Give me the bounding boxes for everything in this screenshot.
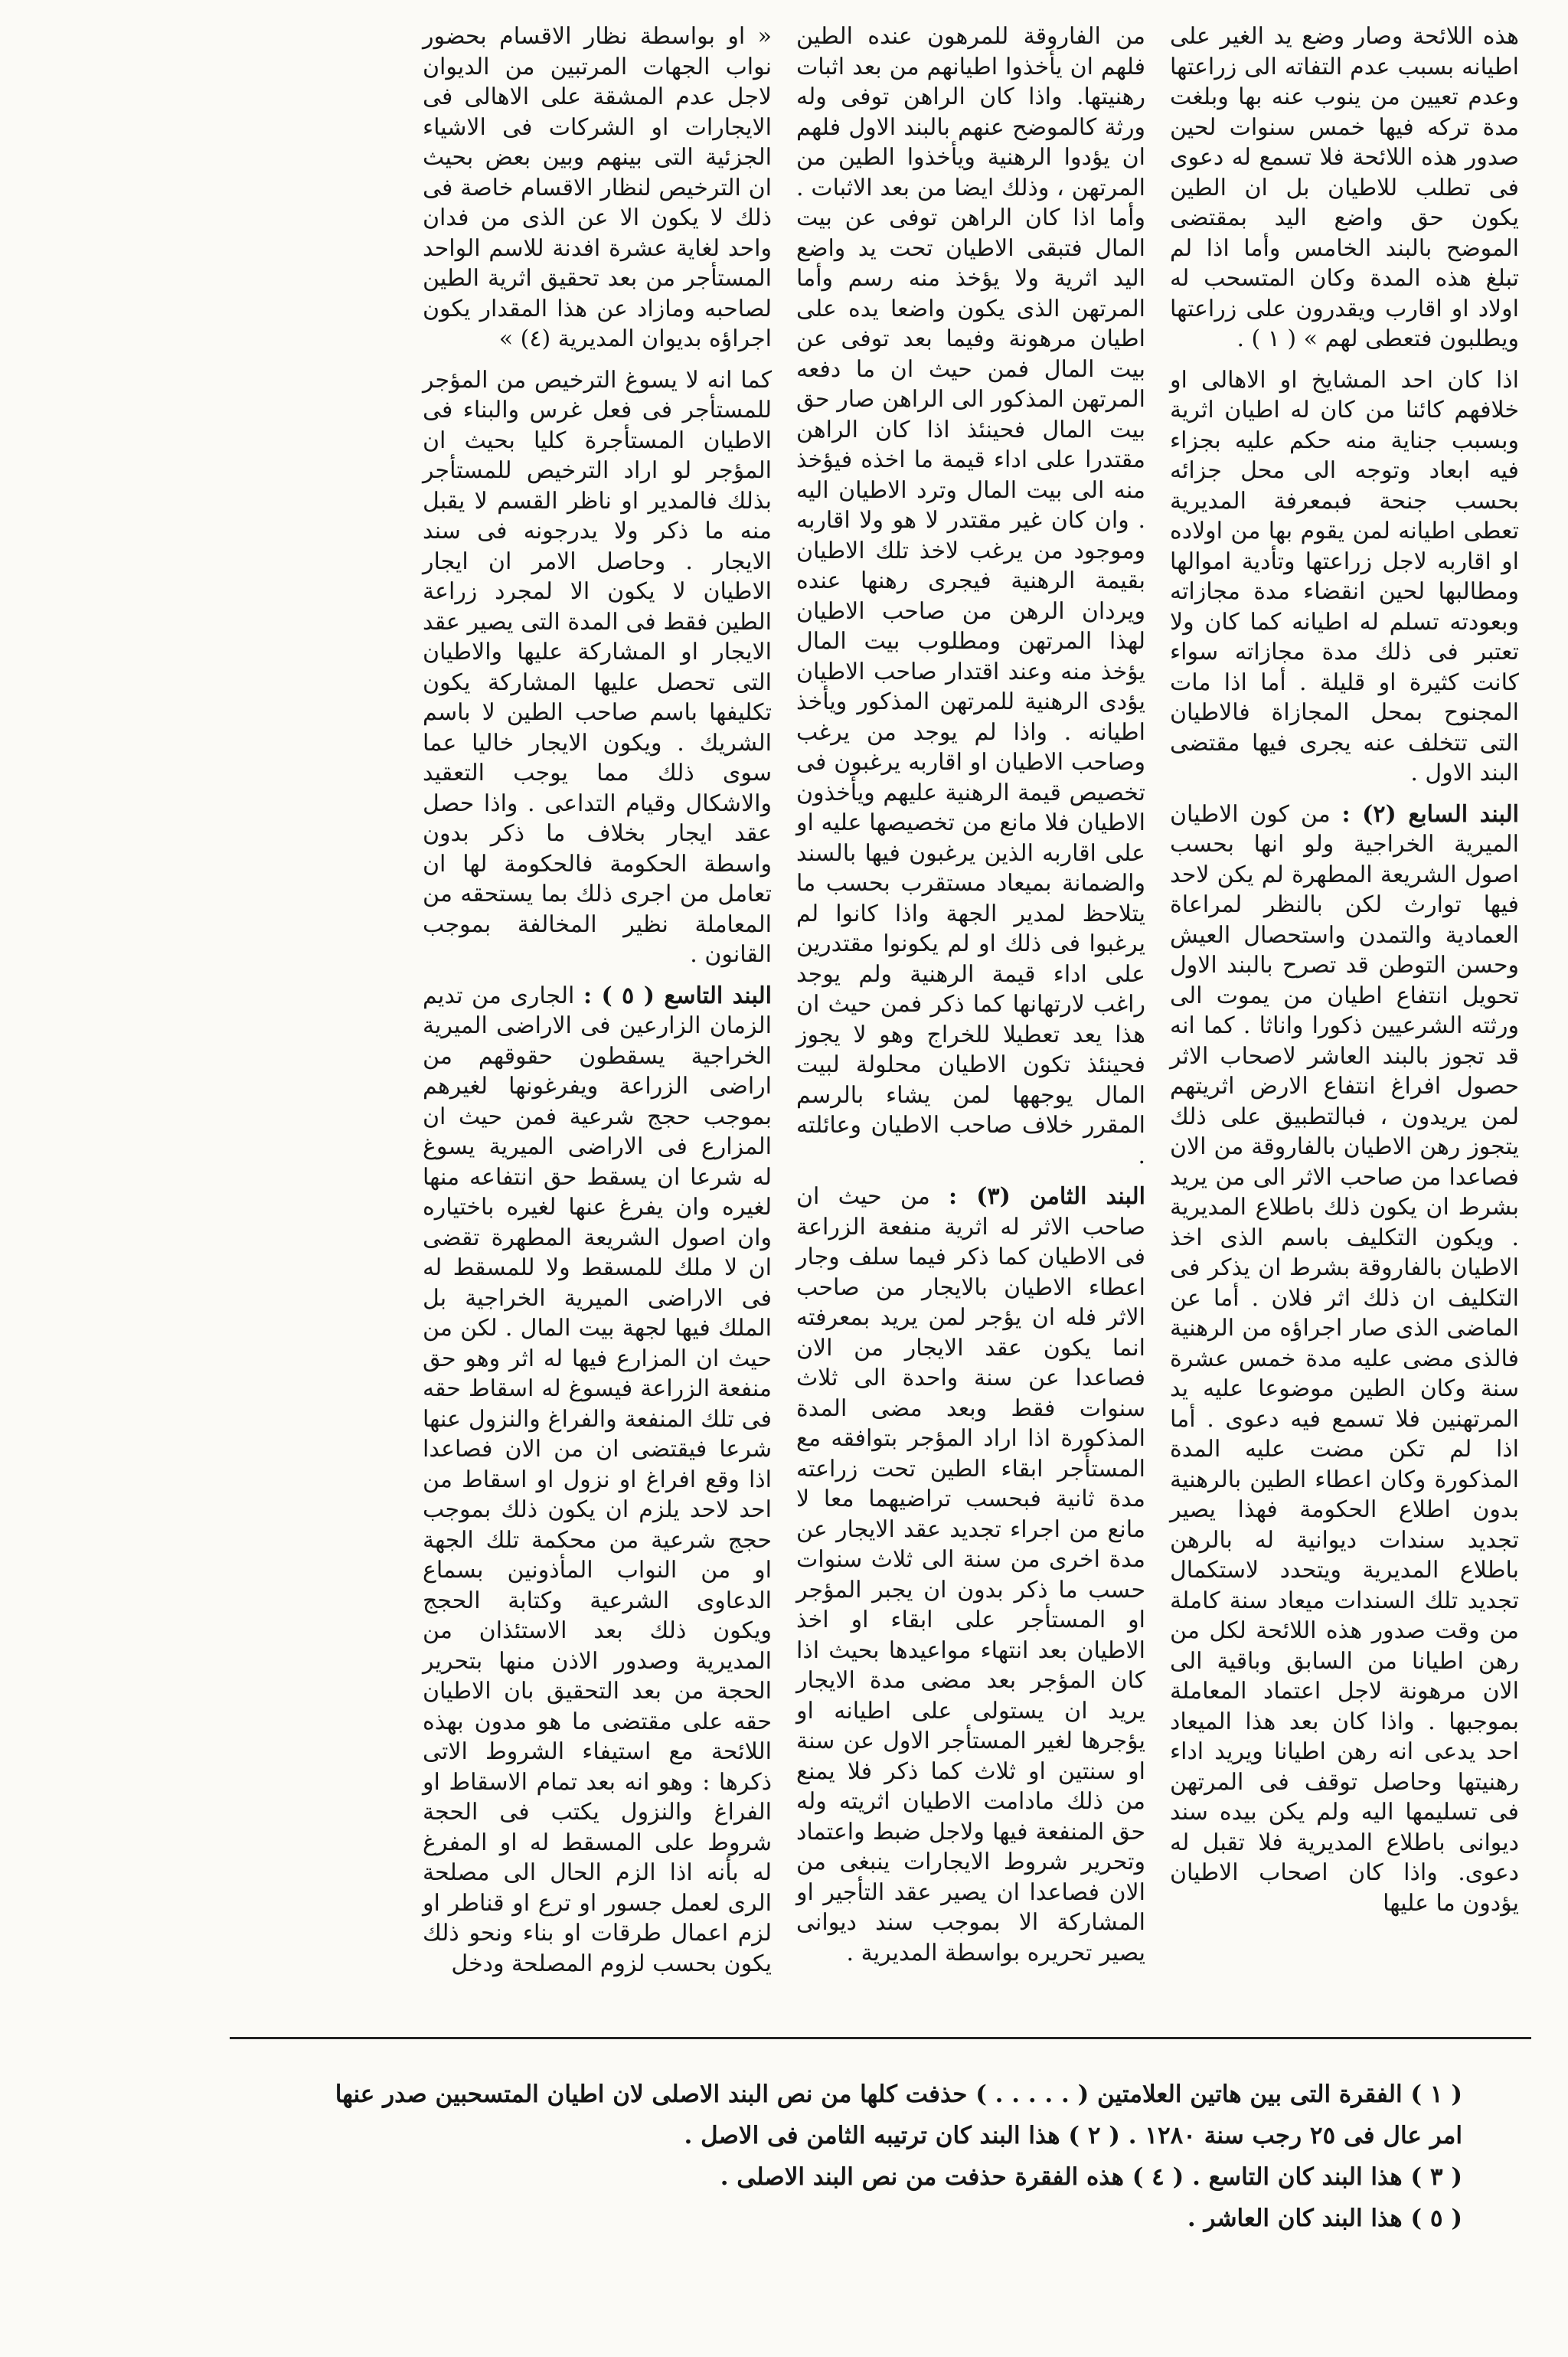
article-heading: البند السابع (٢) :: [1341, 800, 1520, 828]
paragraph: [1170, 799, 1519, 1919]
column-right: [1158, 21, 1531, 2043]
paragraph: هذه اللائحة وصار وضع يد الغير على اطيانه بسبب عدم التفاته الى زراعتها وعدم تعيين من ينوب عنه بها وبلغت مدة تركه فيها خمس سنوات لحين صدور هذه اللائحة فلا تسمع له دعوى فى تطلب للاطيان بل ان الطين يكون حق واضع اليد بمقتضى الموضح بالبند الخامس وأما اذا لم تبلغ هذه المدة وكان المتسحب له اولاد او اقارب ويقدرون على زراعتها ويطلبون فتعطى لهم » ( ١ ) .: [1170, 23, 1519, 352]
paragraph: [423, 981, 772, 1979]
footnote-line: ( ٥ ) هذا البند كان العاشر .: [1187, 2205, 1462, 2232]
paragraph-body: الجارى من تديم الزمان الزارعين فى الاراضى الميرية الخراجية يسقطون حقوقهم من اراضى الزراعة ويفرغونها لغيرهم بموجب حجج شرعية فمن حيث ان المزارع فى الاراضى الميرية يسوغ له شرعا ان يسقط حق انتفاعه منها لغيره وان يفرغ عنها لغيره باختياره وان اصول الشريعة المطهرة تقضى ان لا ملك للمسقط ولا للمسقط له فى الاراضى الميرية الخراجية بل الملك فيها لجهة بيت المال . لكن من حيث ان المزارع فيها له اثر وهو حق منفعة الزراعة فيسوغ له اسقاط حقه فى تلك المنفعة والفراغ والنزول عنها شرعا فيقتضى ان من الان فصاعدا اذا وقع افراغ او نزول او اسقاط من احد لاحد يلزم ان يكون ذلك بموجب حجج شرعية من محكمة تلك الجهة او من النواب المأذونين بسماع الدعاوى الشرعية وكتابة الحجج ويكون ذلك بعد الاستئذان من المديرية وصدور الاذن منها بتحرير الحجة من بعد التحقيق بان الاطيان حقه على مقتضى ما هو مدون بهذه اللائحة مع استيفاء الشروط الاتى ذكرها : وهو انه بعد تمام الاسقاط او الفراغ والنزول يكتب فى الحجة شروط على المسقط له او المفرغ له بأنه اذا الزم الحال الى مصلحة الرى لعمل جسور او ترع او قناطر او لزم اعمال طرقات او بناء ونحو ذلك يكون بحسب لزوم المصلحة ودخل: [423, 982, 772, 1977]
document-page: [37, 21, 1531, 2334]
article-heading: البند الثامن (٣) :: [949, 1183, 1145, 1210]
paragraph: [796, 1182, 1145, 1968]
column-left: [410, 21, 784, 2043]
paragraph: اذا كان احد المشايخ او الاهالى او خلافهم كائنا من كان له اطيان اثرية وبسبب جناية منه حكم عليه بجزاء فيه ابعاد وتوجه الى محل جزائه بحسب جنحة فبمعرفة المديرية تعطى اطيانه لمن يقوم بها من اولاده او اقاربه لاجل زراعتها وتأدية اموالها ومطالبها لحين انقضاء مدة مجازاته وبعودته تسلم له اطيانه كما كان ولا تعتبر فى ذلك مدة مجازاته سواء كانت كثيرة او قليلة . أما اذا مات المجنوح بمحل المجازاة فالاطيان التى تتخلف عنه يجرى فيها مقتضى البند الاول .: [1170, 366, 1519, 786]
paragraph: كما انه لا يسوغ الترخيص من المؤجر للمستأجر فى فعل غرس والبناء فى الاطيان المستأجرة كليا بحيث ان المؤجر لو اراد الترخيص للمستأجر بذلك فالمدير او ناظر القسم لا يقبل منه ما ذكر ولا يدرجونه فى سند الايجار . وحاصل الامر ان ايجار الاطيان لا يكون الا لمجرد زراعة الطين فقط فى المدة التى يصير عقد الايجار او المشاركة عليها والاطيان التى تحصل عليها المشاركة يكون تكليفها باسم صاحب الطين لا باسم الشريك . ويكون الايجار خاليا عما سوى ذلك مما يوجب التعقيد والاشكال وقيام التداعى . واذا حصل عقد ايجار بخلاف ما ذكر بدون واسطة الحكومة فالحكومة لها ان تعامل من اجرى ذلك بما يستحقه من المعاملة نظير المخالفة بموجب القانون .: [423, 366, 772, 968]
footnote-separator: [230, 2037, 1531, 2039]
footnote-line: ( ٣ ) هذا البند كان التاسع . ( ٤ ) هذه الفقرة حذفت من نص البند الاصلى .: [720, 2163, 1462, 2191]
footnote-line: ( ١ ) الفقرة التى بين هاتين العلامتين ( . . . . . ) حذفت كلها من نص البند الاصلى لان اطيان المتسحبين صدر عنها: [335, 2081, 1462, 2108]
footnotes: [161, 2074, 1462, 2326]
text-columns: [37, 21, 1531, 2043]
paragraph-body: من كون الاطيان الميرية الخراجية ولو انها بحسب اصول الشريعة المطهرة لم يكن لاحد فيها توارث لكن بالنظر لمراعاة العمادية والتمدن واستحصال العيش وحسن التوطن قد تصرح بالبند الاول تحويل انتفاع اطيان من يموت الى ورثته الشرعيين ذكورا واناثا . كما انه قد تجوز بالبند العاشر لاصحاب الاثر حصول افراغ انتفاع الارض اثريتهم لمن يريدون ، فبالتطبيق على ذلك يتجوز رهن الاطيان بالفاروقة من الان فصاعدا من صاحب الاثر الى من يريد بشرط ان يكون ذلك باطلاع المديرية . ويكون التكليف باسم الذى اخذ الاطيان بالفاروقة بشرط ان يذكر فى التكليف ان ذلك اثر فلان . أما عن الماضى الذى صار اجراؤه من الرهنية فالذى مضى عليه مدة خمس عشرة سنة وكان الطين موضوعا عليه يد المرتهنين فلا تسمع فيه دعوى . أما اذا لم تكن مضت عليه المدة المذكورة وكان اعطاء الطين بالرهنية بدون اطلاع الحكومة فهذا يصير تجديد سندات ديوانية له بالرهن باطلاع المديرية ويتحدد لاستكمال تجديد تلك السندات ميعاد سنة كاملة من وقت صدور هذه اللائحة لكل من رهن اطيانا من السابق وباقية الى الان مرهونة لاجل اعتماد المعاملة بموجبها . واذا كان بعد هذا الميعاد احد يدعى انه رهن اطيانا ويريد اداء رهنيتها وحاصل توقف فى المرتهن فى تسليمها اليه ولم يكن بيده سند ديوانى باطلاع المديرية فلا تقبل له دعوى. واذا كان اصحاب الاطيان يؤدون ما عليها: [1170, 800, 1519, 1917]
footnote-line: امر عال فى ٢٥ رجب سنة ١٢٨٠ . ( ٢ ) هذا البند كان ترتيبه الثامن فى الاصل .: [684, 2122, 1462, 2149]
article-heading: البند التاسع ( ٥ ) :: [583, 982, 772, 1009]
paragraph: من الفاروقة للمرهون عنده الطين فلهم ان يأخذوا اطيانهم من بعد اثبات رهنيتها. واذا كان الراهن توفى وله ورثة كالموضح عنهم بالبند الاول فلهم ان يؤدوا الرهنية ويأخذوا الطين من المرتهن ، وذلك ايضا من بعد الاثبات . وأما اذا كان الراهن توفى عن بيت المال فتبقى الاطيان تحت يد واضع اليد اثرية ولا يؤخذ منه رسم وأما المرتهن الذى يكون واضعا يده على اطيان مرهونة وفيما بعد توفى عن بيت المال فمن حيث ان ما دفعه المرتهن المذكور الى الراهن صار حق بيت المال فحينئذ اذا كان الراهن مقتدرا على اداء قيمة ما اخذه فيؤخذ منه الى بيت المال وترد الاطيان اليه . وان كان غير مقتدر لا هو ولا اقاربه وموجود من يرغب لاخذ تلك الاطيان بقيمة الرهنية فيجرى رهنها عنده ويردان الرهن من صاحب الاطيان لهذا المرتهن ومطلوب بيت المال يؤخذ منه وعند اقتدار صاحب الاطيان يؤدى الرهنية للمرتهن المذكور ويأخذ اطيانه . واذا لم يوجد من يرغب وصاحب الاطيان او اقاربه يرغبون فى تخصيص قيمة الرهنية عليهم ويأخذون الاطيان فلا مانع من تخصيصها عليه او على اقاربه الذين يرغبون فيها بالسند والضمانة بميعاد مستقرب بحسب ما يتلاحظ لمدير الجهة واذا كانوا لم يرغبوا فى ذلك او لم يكونوا مقتدرين على اداء قيمة الرهنية ولم يوجد راغب لارتهانها كما ذكر فمن حيث ان هذا يعد تعطيلا للخراج وهو لا يجوز فحينئذ تكون الاطيان محلولة لبيت المال يوجهها لمن يشاء بالرسم المقرر خلاف صاحب الاطيان وعائلته .: [796, 23, 1145, 1169]
paragraph: « او بواسطة نظار الاقسام بحضور نواب الجهات المرتبين من الديوان لاجل عدم المشقة على الاهالى فى الايجارات او الشركات فى الاشياء الجزئية التى بينهم وبين بعض بحيث ان الترخيص لنظار الاقسام خاصة فى ذلك لا يكون الا عن الذى من فدان واحد لغاية عشرة افدنة للاسم الواحد المستأجر من بعد تحقيق اثرية الطين لصاحبه ومازاد عن هذا المقدار يكون اجراؤه بديوان المديرية (٤) »: [423, 23, 772, 352]
column-middle: [784, 21, 1158, 2043]
paragraph-body: من حيث ان صاحب الاثر له اثرية منفعة الزراعة فى الاطيان كما ذكر فيما سلف وجار اعطاء الاطيان بالايجار من صاحب الاثر فله ان يؤجر لمن يريد بمعرفته انما يكون عقد الايجار من الان فصاعدا عن سنة واحدة الى ثلاث سنوات فقط وبعد مضى المدة المذكورة اذا اراد المؤجر بتوافقه مع المستأجر ابقاء الطين تحت زراعته مدة ثانية فبحسب تراضيهما معا لا مانع من اجراء تجديد عقد الايجار عن مدة اخرى من سنة الى ثلاث سنوات حسب ما ذكر بدون ان يجبر المؤجر او المستأجر على ابقاء او اخذ الاطيان بعد انتهاء مواعيدها بحيث اذا كان المؤجر بعد مضى مدة الايجار يريد ان يستولى على اطيانه او يؤجرها لغير المستأجر الاول عن سنة او سنتين او ثلاث كما ذكر فلا يمنع من ذلك مادامت الاطيان اثريته وله حق المنفعة فيها ولاجل ضبط واعتماد وتحرير شروط الايجارات ينبغى من الان فصاعدا ان يصير عقد التأجير او المشاركة الا بموجب سند ديوانى يصير تحريره بواسطة المديرية .: [796, 1183, 1145, 1966]
